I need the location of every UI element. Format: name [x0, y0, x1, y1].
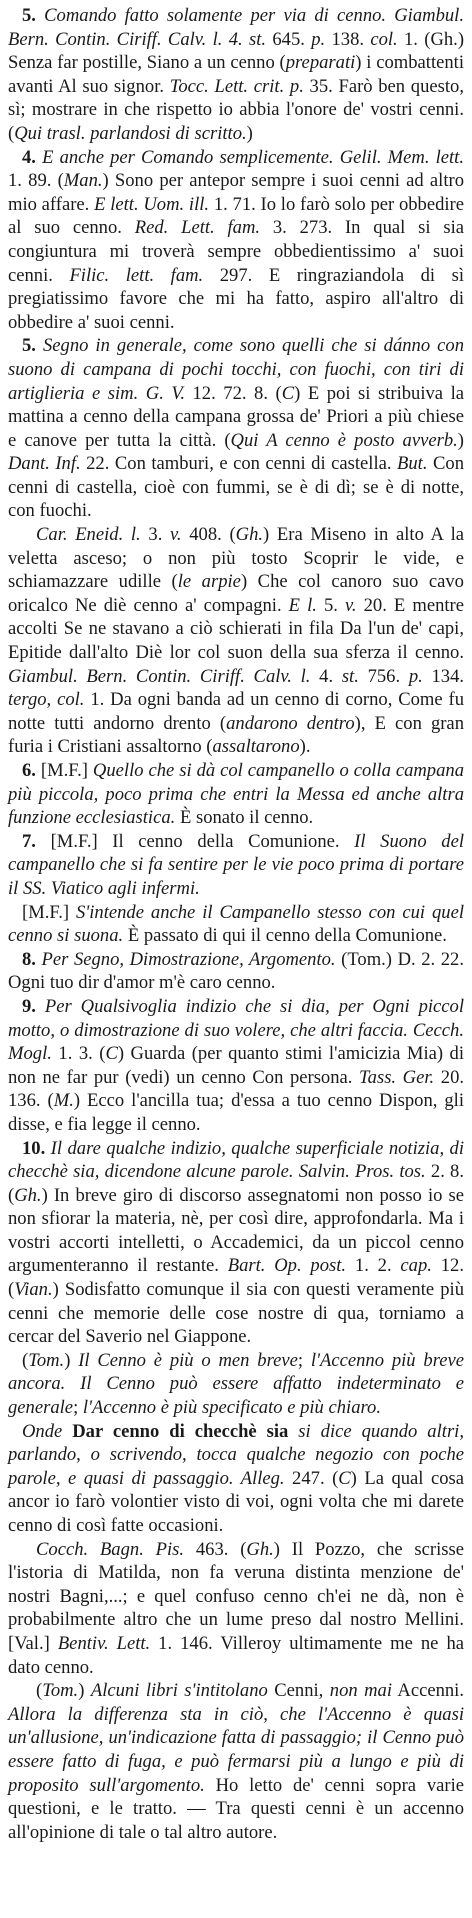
text-run: Tom. [28, 1349, 65, 1371]
text-run: Tocc. Lett. crit. p. [169, 75, 304, 97]
text-run: 134. [422, 665, 465, 687]
entry-paragraph [8, 1538, 464, 1680]
text-run: 2. 8. ( [8, 1161, 464, 1206]
text-run: l'Accenno più breve ancora. Il Cenno può essere affatto indeterminato e generale [8, 1349, 465, 1419]
text-run: Il Cenno è più o men breve [78, 1349, 298, 1371]
sense-number: 5. [22, 5, 36, 26]
text-run: ) Era Miseno in alto A la veletta asceso; o non più tosto Scoprir le vide, e schiamazzare udille ( [8, 524, 465, 593]
text-run: ; [73, 1397, 83, 1419]
text-run: Tom. [42, 1680, 79, 1702]
text-run: 20. 136. ( [8, 1066, 465, 1112]
text-run: S'intende anche il Campanello stesso con cui quel cenno si suona. [8, 901, 464, 947]
text-run: Red. Lett. fam. [134, 217, 261, 239]
text-run: [M.F.] [35, 760, 93, 781]
sense-number: 7. [22, 830, 36, 852]
text-run: Comando fatto solamente per via di cenno. Giambul. Bern. Contin. Ciriff. Calv. l. 4. st. [8, 5, 464, 50]
text-run: si dice quando altri, parlando, o scrivendo, tocca qualche negozio con poche parole, e quasi di passaggio. Alleg. [8, 1420, 464, 1489]
text-run: Qui A cenno è posto avverb. [230, 429, 458, 451]
text-run: Dant. Inf. [8, 453, 81, 475]
text-run: 1. 146. Villeroy ultimamente me ne ha dato cenno. [8, 1632, 464, 1678]
text-run: [M.F.] [22, 901, 76, 923]
text-run: l'Accenno è più specificato e più chiaro. [82, 1397, 382, 1419]
text-run: C [338, 1467, 351, 1489]
text-run: andarono dentro [226, 712, 355, 734]
text-run: 297. E ringraziandola di sì pregiatissimo favore che mi ha fatto, aspiro all'altro di obbedire a' suoi cenni. [8, 264, 465, 333]
text-run: preparati [285, 52, 356, 74]
text-run: Cenni, [267, 1680, 330, 1702]
text-run: Quello che si dà col campanello o colla campana più piccola, poco prima che entri la Messa ed anche altra funzione ecclesiastica. [8, 760, 464, 829]
text-run: Accenni. [391, 1680, 464, 1702]
text-run: M. [53, 1090, 74, 1112]
text-run: 3. 273. In qual si sia congiuntura mi troverà sempre obbedientissimo a' suoi cenni. [8, 217, 465, 286]
entry-paragraph [8, 523, 464, 759]
text-run: 408. ( [181, 524, 236, 546]
entry-paragraph [8, 948, 464, 995]
text-run: ; [297, 1349, 311, 1371]
text-run: ) [64, 1349, 79, 1371]
text-run: C [105, 1043, 118, 1065]
text-run: ( [22, 1349, 29, 1371]
text-run: ) [457, 429, 464, 451]
sense-number: 6. [22, 760, 36, 781]
text-run: E anche per Comando semplicemente. Gelil. Mem. lett. [35, 146, 464, 168]
text-run: E lett. Uom. ill. [94, 193, 210, 215]
text-run: p. [311, 28, 326, 50]
text-run: tergo, col. [8, 689, 85, 711]
text-run: 756. [358, 665, 409, 687]
text-run: 12. 72. 8. ( [184, 382, 282, 404]
text-run: ) E poi si stribuiva la mattina a cenno della campana grossa de' Priori a più chiese e canove per tutta la città. ( [8, 382, 464, 451]
text-run: ) Ecco l'ancilla tua; d'essa a tuo cenno Dispon, gli disse, e fia legge il cenno. [8, 1090, 464, 1135]
text-run: 1. Da ogni banda ad un cenno di corno, Come fu notte tutti andorno drento ( [8, 689, 464, 734]
entry-paragraph [8, 1137, 464, 1349]
text-run: cap. [400, 1255, 432, 1277]
text-run: 22. Con tamburi, e con cenni di castella. [80, 453, 398, 475]
text-run: ), E con gran furia i Cristiani assaltorno ( [8, 712, 464, 758]
text-run: Vian. [14, 1279, 53, 1301]
text-run: ) i combattenti avanti Al suo signor. [8, 52, 464, 97]
text-run: 1. (Gh.) Senza far postille, Siano a un cenno ( [8, 28, 465, 74]
text-run: C [281, 382, 295, 404]
text-run: le arpie [177, 571, 241, 593]
sense-number: 9. [22, 995, 36, 1017]
entry-paragraph [8, 995, 464, 1137]
text-run: Per Qualsivoglia indizio che si dia, per Ogni piccol motto, o dimostrazione di suo volere, che altri faccia. Cecch. Mogl. [8, 995, 464, 1065]
text-run: 1. 3. ( [51, 1043, 106, 1065]
text-run: Segno in generale, come sono quelli che si dánno con suono di campana di pochi tocchi, con fuochi, con tiri di artiglieria e sim. G. V. [8, 335, 464, 404]
text-run: 4. [310, 665, 342, 687]
text-run: Gh. [246, 1538, 274, 1560]
text-run: ) In breve giro di discorso assegnatomi non posso io se non sfiorar la materia, nè, per così dire, approfondarla. Ma i vostri accorti intelletti, o Accademici, da un piccol cenno argumenteranno il restante. [8, 1184, 464, 1277]
text-run: Tass. Ger. [359, 1066, 435, 1088]
entry-paragraph [8, 1349, 464, 1420]
text-run: assaltarono [212, 736, 300, 758]
text-run: 35. Farò ben questo, sì; mostrare in che rispetto io abbia l'onore de' vostri cenni. ( [8, 75, 464, 144]
text-run: 247. ( [284, 1467, 339, 1489]
text-run: 3. [140, 524, 171, 546]
text-run: ) Guarda (per quanto stimi l'amicizia Mia) di non ne far pur (vedi) un cenno Con persona. [8, 1043, 465, 1088]
entry-paragraph [8, 1420, 464, 1538]
text-run: ). [299, 736, 311, 758]
text-run: 645. [272, 28, 312, 50]
text-run: ) Che col canoro suo cavo oricalco Ne diè cenno a' compagni. [8, 571, 464, 616]
text-run: 12. ( [8, 1255, 464, 1301]
entry-paragraph [8, 1679, 464, 1844]
text-run: Alcuni libri s'intitolano [90, 1680, 268, 1702]
entry-paragraph [8, 901, 464, 948]
entry-paragraph [8, 830, 464, 901]
text-run: ) Il Pozzo, che scrisse l'istoria di Matilda, non fa veruna distinta menzione de' nostri Bagni,...; e quel confuso cenno ch'ei ne dà, non è probabilmente altro che un lume preso dal nostro Mellini. [Val.] [8, 1538, 464, 1654]
text-run: ( [36, 1680, 43, 1702]
text-run: v. [345, 594, 357, 616]
entry-paragraph [8, 4, 464, 146]
text-run: Gh. [235, 524, 264, 546]
text-run: Giambul. Bern. Contin. Ciriff. Calv. l. [8, 665, 311, 687]
text-run: ) [78, 1680, 91, 1702]
text-run: 1. 71. Io lo farò solo per obbedire al suo cenno. [8, 193, 464, 239]
entry-paragraph [8, 759, 464, 830]
entry-paragraph [8, 146, 464, 335]
text-run: Per Segno, Dimostrazione, Argomento. [35, 948, 336, 970]
text-run: Cocch. Bagn. Pis. [36, 1538, 185, 1560]
text-run: 1. 89. ( [8, 170, 64, 192]
text-run: ) La qual cosa ancor io farò volontier visto di voi, ogni volta che mi darete cenno di così fatte occasioni. [8, 1467, 464, 1536]
text-run: Il Suono del campanello che si fa sentire per le vie poco prima di portare il SS. Viatico agli infermi. [8, 830, 464, 899]
text-run: non mai [329, 1680, 392, 1702]
text-run: (Tom.) D. 2. 22. Ogni tuo dir d'amor m'è caro cenno. [8, 948, 464, 994]
text-run: 1. 2. [346, 1255, 401, 1277]
text-run: p. [408, 665, 423, 687]
text-run: Allora la differenza sta in ciò, che l'Accenno è quasi un'allusione, un'indicazione fatta di passaggio; il Cenno può essere fatto di fuga, e può fermarsi più a lungo e più di proposito sull'argomento. [8, 1703, 464, 1796]
text-run: E l. [288, 594, 317, 616]
text-run: Car. Eneid. l. [36, 524, 141, 546]
text-run: st. [341, 665, 359, 687]
text-run: But. [397, 453, 428, 475]
text-run: Bart. Op. post. [227, 1255, 347, 1277]
entry-paragraph [8, 334, 464, 523]
text-run: Onde [22, 1420, 63, 1442]
text-run: v. [170, 524, 182, 546]
text-run: È sonato il cenno. [175, 807, 314, 829]
text-run: ) Sono per antepor sempre i suoi cenni ad altro mio affare. [8, 170, 465, 215]
text-run: Man. [63, 170, 103, 192]
sense-number: 4. [22, 146, 36, 168]
text-run: 138. [325, 28, 371, 50]
text-run: [M.F.] Il cenno della Comunione. [35, 830, 355, 852]
text-run: 5. [316, 594, 346, 616]
text-run: Con cenni di castella, cioè con fummi, se è di dì; se è di notte, con fuochi. [8, 453, 464, 522]
text-run: Ho letto de' cenni sopra varie questioni, e le tratto. — Tra questi cenni è un accenno all'opinione di tale o tal altro autore. [8, 1774, 464, 1843]
text-run: Il dare qualche indizio, qualche superficiale notizia, di checchè sia, dicendone alcune parole. Salvin. Pros. tos. [8, 1137, 464, 1183]
text-run: Gh. [14, 1184, 42, 1206]
text-run: col. [370, 28, 398, 50]
text-run: ) [246, 122, 253, 144]
text-run: ) Sodisfatto comunque il sia con questi veramente più cenni che memorie delle cose nostre di qua, torniamo a cercar del Saverio nel Giappone. [8, 1279, 464, 1348]
sense-number: 8. [22, 948, 36, 970]
sense-number: 10. [22, 1137, 46, 1159]
text-run: 20. E mentre accolti Se ne stavano a ciò schierati in fila Da l'un de' capi, Epitide dall'alto Diè lor col suon della sua sferza il cenno. [8, 594, 464, 664]
sense-number: 5. [22, 335, 36, 357]
text-run: È passato di qui il cenno della Comunione. [123, 925, 447, 947]
text-run: Bentiv. Lett. [57, 1632, 151, 1654]
text-run: Dar cenno di checchè sia [62, 1420, 289, 1442]
text-run: Filic. lett. fam. [69, 264, 204, 286]
text-run: Qui trasl. parlandosi di scritto. [14, 122, 247, 144]
text-run: 463. ( [184, 1538, 247, 1560]
